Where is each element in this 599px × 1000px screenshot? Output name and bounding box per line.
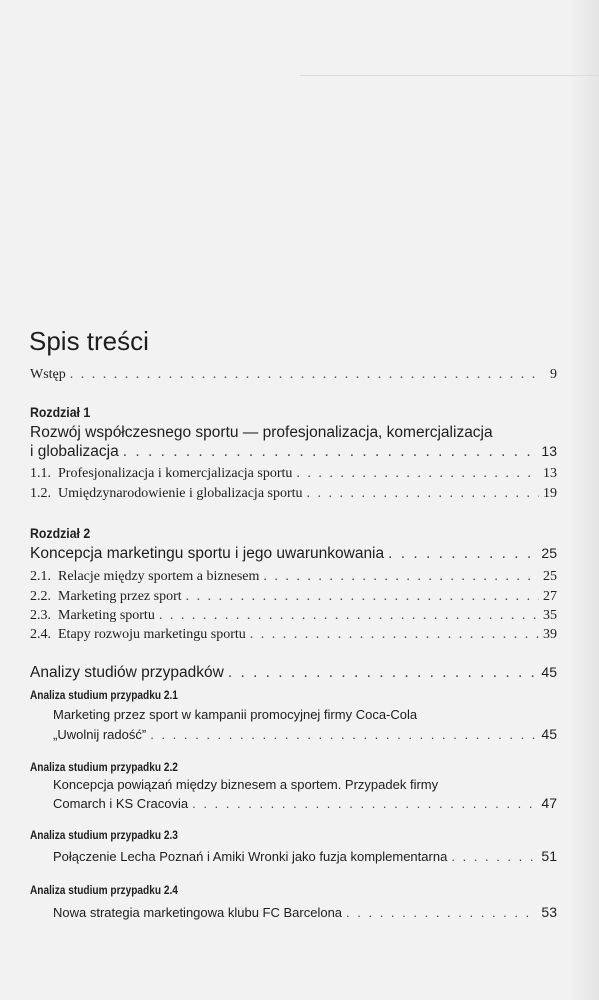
dot-leader <box>192 796 537 811</box>
page-edge-shadow <box>569 0 599 1000</box>
section-label: Relacje między sportem a biznesem <box>58 569 260 584</box>
chapter-1-heading: Rozdział 1 <box>30 404 91 420</box>
dot-leader <box>388 545 537 563</box>
toc-entry-label: Wstęp <box>30 367 66 382</box>
case-study-2-3-line1: Połączenie Lecha Poznań i Amiki Wronki jako fuzja komplementarna <box>53 849 448 864</box>
toc-entry-chapter-1[interactable] <box>30 443 557 461</box>
dot-leader <box>451 849 537 864</box>
toc-entry-intro[interactable] <box>30 367 557 383</box>
case-study-2-3-heading: Analiza studium przypadku 2.3 <box>30 830 178 842</box>
case-study-2-1-line2: „Uwolnij radość” <box>53 727 147 742</box>
case-study-2-2-line1[interactable]: Koncepcja powiązań między biznesem a sportem. Przypadek firmy <box>53 777 439 792</box>
section-number: 2.4. <box>30 627 51 642</box>
section-label: Etapy rozwoju marketingu sportu <box>58 627 246 642</box>
dot-leader <box>307 486 539 502</box>
case-study-2-1-heading: Analiza studium przypadku 2.1 <box>30 690 178 702</box>
case-study-2-4-heading: Analiza studium przypadku 2.4 <box>30 885 178 897</box>
case-study-page: 53 <box>541 904 557 920</box>
dot-leader <box>159 608 539 624</box>
toc-entry-section-2-3[interactable] <box>30 608 557 624</box>
bleed-through-line <box>300 75 599 76</box>
section-label: Marketing sportu <box>58 608 155 623</box>
toc-entry-page: 45 <box>541 664 557 680</box>
section-page: 19 <box>543 486 557 501</box>
section-number: 1.1. <box>30 466 51 481</box>
section-number: 1.2. <box>30 486 51 501</box>
dot-leader <box>228 664 538 682</box>
section-label: Umiędzynarodowienie i globalizacja sportu <box>58 486 303 501</box>
dot-leader <box>250 627 539 643</box>
dot-leader <box>186 589 539 605</box>
case-study-page: 47 <box>541 795 557 811</box>
section-label: Marketing przez sport <box>58 589 182 604</box>
chapter-1-title-line1[interactable]: Rozwój współczesnego sportu — profesjonalizacja, komercjalizacja <box>30 424 493 441</box>
case-study-page: 45 <box>541 726 557 742</box>
case-study-2-2-line2: Comarch i KS Cracovia <box>53 796 189 811</box>
toc-entry-section-1-1[interactable] <box>30 466 557 482</box>
dot-leader <box>123 443 538 461</box>
toc-entry-case-study-2-2[interactable] <box>53 795 557 811</box>
toc-entry-case-study-2-4[interactable] <box>53 904 557 920</box>
dot-leader <box>296 466 539 482</box>
case-study-page: 51 <box>541 848 557 864</box>
section-number: 2.1. <box>30 569 51 584</box>
case-studies-title: Analizy studiów przypadków <box>30 664 224 681</box>
toc-entry-chapter-2[interactable] <box>30 545 557 563</box>
section-page: 27 <box>543 589 557 604</box>
section-number: 2.3. <box>30 608 51 623</box>
dot-leader <box>263 569 539 585</box>
toc-entry-case-studies[interactable] <box>30 664 557 682</box>
section-number: 2.2. <box>30 589 51 604</box>
toc-entry-page: 13 <box>541 443 557 459</box>
page-title: Spis treści <box>29 326 149 356</box>
toc-entry-page: 25 <box>541 545 557 561</box>
toc-entry-section-2-1[interactable] <box>30 569 557 585</box>
case-study-2-4-line1: Nowa strategia marketingowa klubu FC Barcelona <box>53 905 343 920</box>
toc-entry-page: 9 <box>550 367 557 382</box>
section-label: Profesjonalizacja i komercjalizacja sportu <box>58 466 293 481</box>
section-page: 25 <box>543 569 557 584</box>
section-page: 39 <box>543 627 557 642</box>
section-page: 13 <box>543 466 557 481</box>
toc-entry-case-study-2-1[interactable] <box>53 726 557 742</box>
dot-leader <box>150 727 537 742</box>
toc-entry-section-2-2[interactable] <box>30 589 557 605</box>
toc-entry-case-study-2-3[interactable] <box>53 848 557 864</box>
section-page: 35 <box>543 608 557 623</box>
toc-entry-section-2-4[interactable] <box>30 627 557 643</box>
case-study-2-1-line1[interactable]: Marketing przez sport w kampanii promocyjnej firmy Coca-Cola <box>53 707 418 722</box>
dot-leader <box>70 367 539 383</box>
chapter-2-title: Koncepcja marketingu sportu i jego uwarunkowania <box>30 545 385 562</box>
toc-entry-section-1-2[interactable] <box>30 486 557 502</box>
chapter-1-title-line2: i globalizacja <box>30 443 119 460</box>
chapter-2-heading: Rozdział 2 <box>30 525 91 541</box>
dot-leader <box>346 905 537 920</box>
case-study-2-2-heading: Analiza studium przypadku 2.2 <box>30 762 178 774</box>
